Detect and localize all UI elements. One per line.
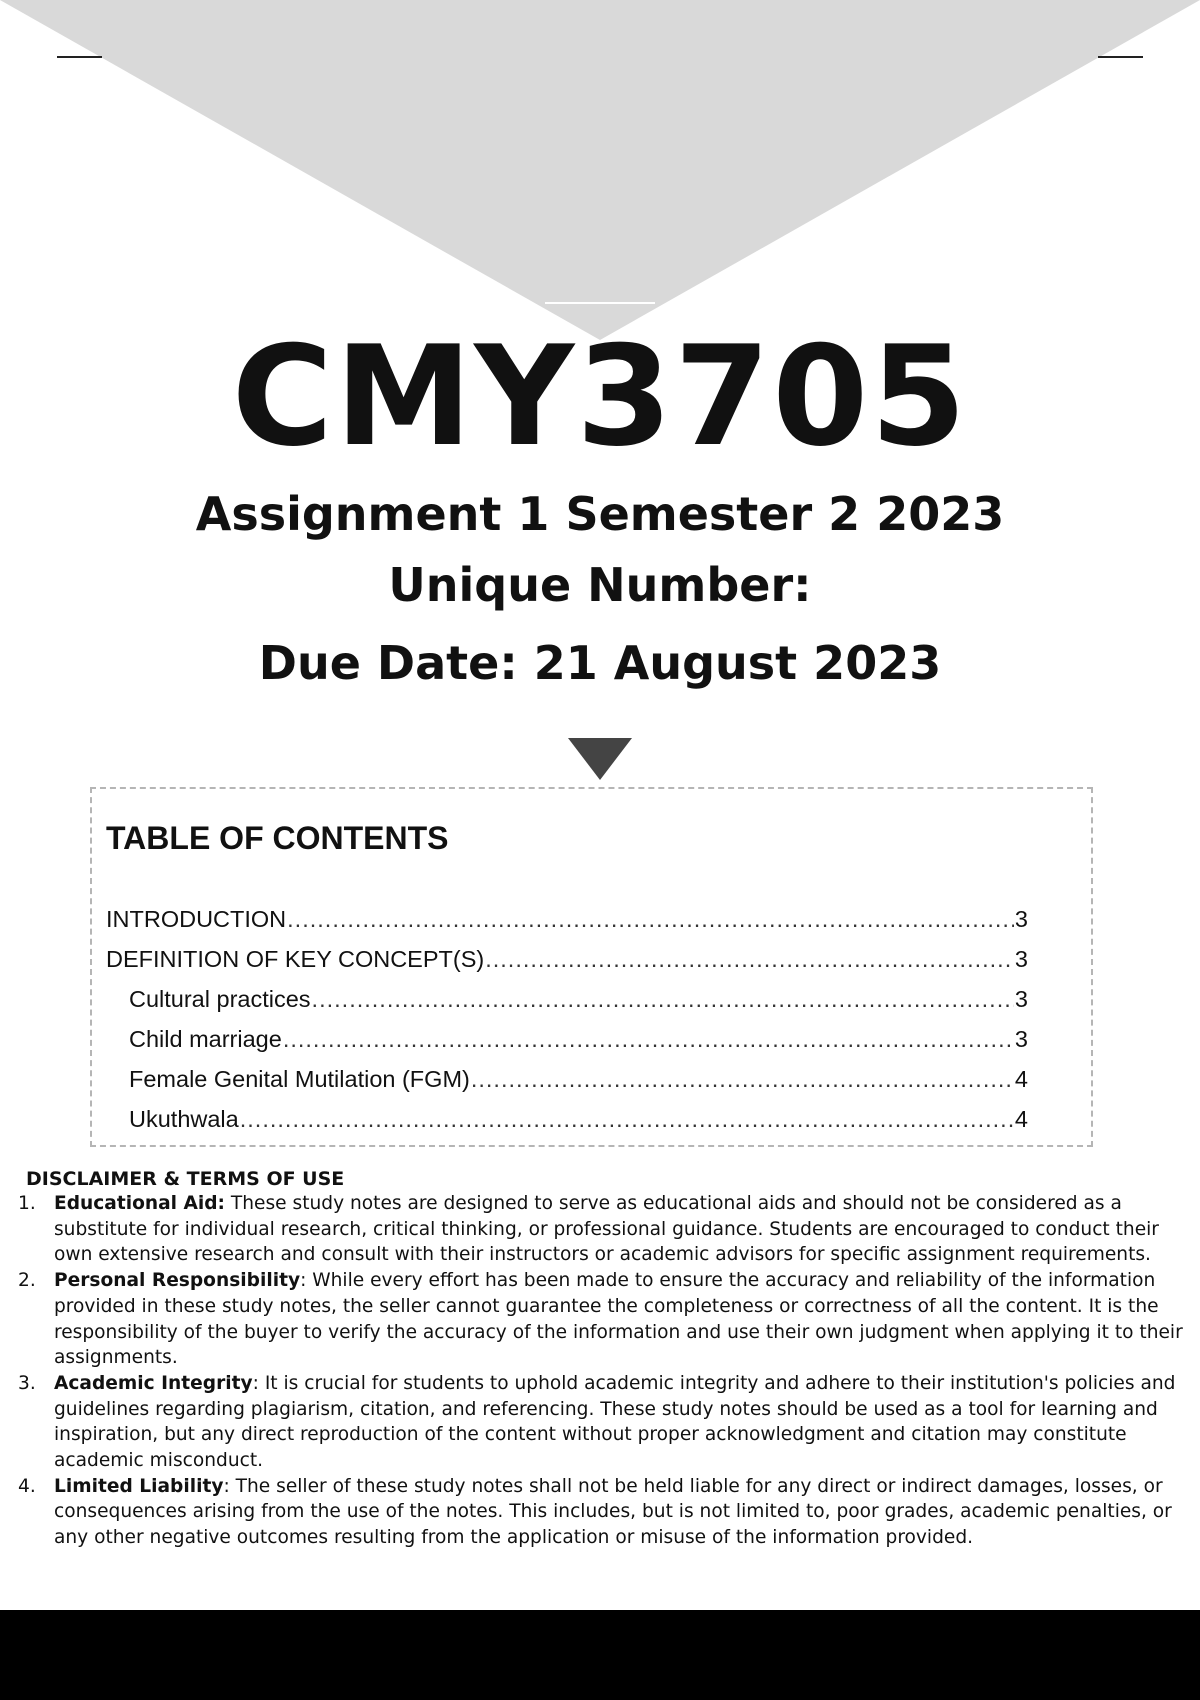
toc-entry-page: 3 bbox=[1014, 906, 1028, 932]
toc-entry-page: 3 bbox=[1014, 946, 1028, 972]
toc-entry-page: 3 bbox=[1014, 1026, 1028, 1052]
course-code-title: CMY3705 bbox=[231, 316, 969, 477]
toc-list bbox=[106, 899, 1104, 1139]
toc-entry[interactable] bbox=[106, 979, 1104, 1019]
disclaimer-item-text: : The seller of these study notes shall not be held liable for any direct or indirect damages, losses, or consequences arising from the use of the notes. This includes, but is not limited to, poor grades, academic penalties, or any other negative outcomes resulting from the application or misuse of the information provided. bbox=[54, 1475, 1172, 1549]
disclaimer-title: DISCLAIMER & TERMS OF USE bbox=[26, 1168, 345, 1190]
toc-leader-dots bbox=[287, 899, 1014, 939]
disclaimer-item-heading: Limited Liability bbox=[54, 1475, 224, 1497]
toc-entry-label: DEFINITION OF KEY CONCEPT(S) bbox=[106, 946, 485, 972]
disclaimer-item bbox=[0, 1474, 1200, 1551]
disclaimer-item-text: : It is crucial for students to uphold academic integrity and adhere to their institution's policies and guidelines regarding plagiarism, citation, and referencing. These study notes should be used as a tool for learning and inspiration, but any direct reproduction of the content without proper acknowledgment and citation may constitute academic misconduct. bbox=[54, 1372, 1176, 1472]
toc-leader-dots bbox=[283, 1019, 1014, 1059]
toc-entry[interactable] bbox=[106, 1059, 1104, 1099]
due-date-label: Due Date: 21 August 2023 bbox=[258, 636, 942, 690]
disclaimer-item-text: These study notes are designed to serve as educational aids and should not be considered as a substitute for individual research, critical thinking, or professional guidance. Students are encouraged to conduct their own extensive research and consult with their instructors or academic advisors for specific assignment requirements. bbox=[54, 1193, 1159, 1266]
disclaimer-item-number: 1. bbox=[18, 1193, 36, 1214]
toc-entry-label: Ukuthwala bbox=[129, 1106, 239, 1132]
disclaimer-item-number: 2. bbox=[18, 1270, 36, 1292]
footer-bar bbox=[0, 1610, 1200, 1700]
toc-entry[interactable] bbox=[106, 899, 1104, 939]
toc-entry-label: INTRODUCTION bbox=[106, 906, 287, 932]
toc-entry-page: 3 bbox=[1014, 986, 1028, 1012]
disclaimer-item-heading: Personal Responsibility bbox=[54, 1270, 301, 1292]
toc-leader-dots bbox=[471, 1059, 1014, 1099]
unique-number-label: Unique Number: bbox=[388, 558, 812, 612]
corner-rule-left bbox=[57, 56, 102, 58]
disclaimer-item-number: 3. bbox=[18, 1372, 36, 1394]
disclaimer-item-number: 4. bbox=[18, 1475, 36, 1497]
toc-entry-page: 4 bbox=[1014, 1066, 1028, 1092]
assignment-title: Assignment 1 Semester 2 2023 bbox=[195, 487, 1005, 541]
disclaimer-item bbox=[0, 1268, 1200, 1371]
toc-entry-label: Cultural practices bbox=[129, 986, 311, 1012]
toc-entry[interactable] bbox=[106, 939, 1104, 979]
toc-leader-dots bbox=[485, 939, 1014, 979]
toc-entry-page: 4 bbox=[1014, 1106, 1028, 1132]
toc-entry-label: Child marriage bbox=[129, 1026, 282, 1052]
toc-title: TABLE OF CONTENTS bbox=[106, 820, 449, 856]
corner-rule-right bbox=[1098, 56, 1143, 58]
toc-leader-dots bbox=[240, 1099, 1014, 1139]
down-triangle-icon bbox=[568, 738, 632, 780]
disclaimer-item bbox=[0, 1371, 1200, 1474]
toc-entry[interactable] bbox=[106, 1019, 1104, 1059]
table-of-contents bbox=[90, 787, 1093, 1147]
toc-entry-label: Female Genital Mutilation (FGM) bbox=[129, 1066, 470, 1092]
disclaimer-item-heading: Educational Aid: bbox=[54, 1193, 225, 1214]
disclaimer-item-text: : While every effort has been made to ensure the accuracy and reliability of the information provided in these study notes, the seller cannot guarantee the completeness or correctness of all the content. It is the responsibility of the buyer to verify the accuracy of the information and use their own judgment when applying it to their assignments. bbox=[54, 1270, 1183, 1369]
disclaimer-item bbox=[0, 1191, 1200, 1268]
toc-leader-dots bbox=[312, 979, 1014, 1019]
toc-entry[interactable] bbox=[106, 1099, 1104, 1139]
header-chevron-graphic bbox=[0, 0, 1200, 340]
disclaimer-item-heading: Academic Integrity bbox=[54, 1372, 253, 1394]
disclaimer-list bbox=[0, 1191, 1200, 1551]
